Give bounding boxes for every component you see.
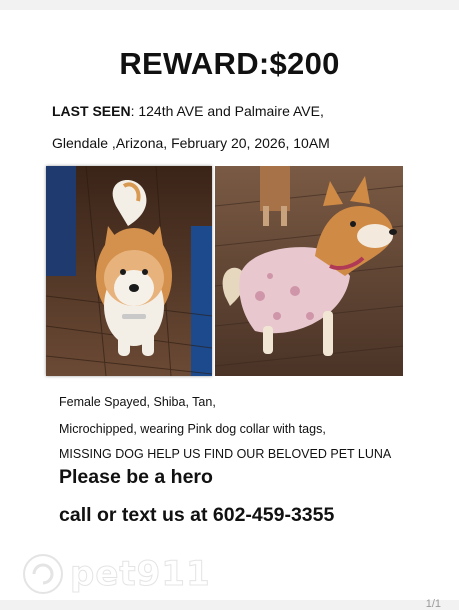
- flyer-page: [0, 10, 459, 610]
- contact-phone: call or text us at 602-459-3355: [59, 504, 335, 526]
- last-seen-line: [52, 103, 324, 119]
- dog-photo-sitting: [46, 166, 212, 376]
- last-seen-value: : 124th AVE and Palmaire AVE,: [130, 103, 324, 119]
- reward-headline: REWARD:$200: [119, 46, 340, 81]
- description-line-3: MISSING DOG HELP US FIND OUR BELOVED PET LUNA: [59, 447, 392, 461]
- page-indicator: 1/1: [425, 598, 441, 610]
- description-line-1: Female Spayed, Shiba, Tan,: [59, 395, 216, 409]
- last-seen-label: LAST SEEN: [52, 103, 131, 119]
- pet911-logo-icon: [22, 553, 64, 595]
- hero-appeal: Please be a hero: [59, 466, 213, 488]
- dog-photo-dress: [215, 166, 403, 376]
- pet911-wordmark: pet911: [70, 554, 211, 594]
- location-line: Glendale ,Arizona, February 20, 2026, 10AM: [52, 135, 330, 151]
- pet911-watermark: [22, 552, 211, 596]
- description-line-2: Microchipped, wearing Pink dog collar with tags,: [59, 422, 326, 436]
